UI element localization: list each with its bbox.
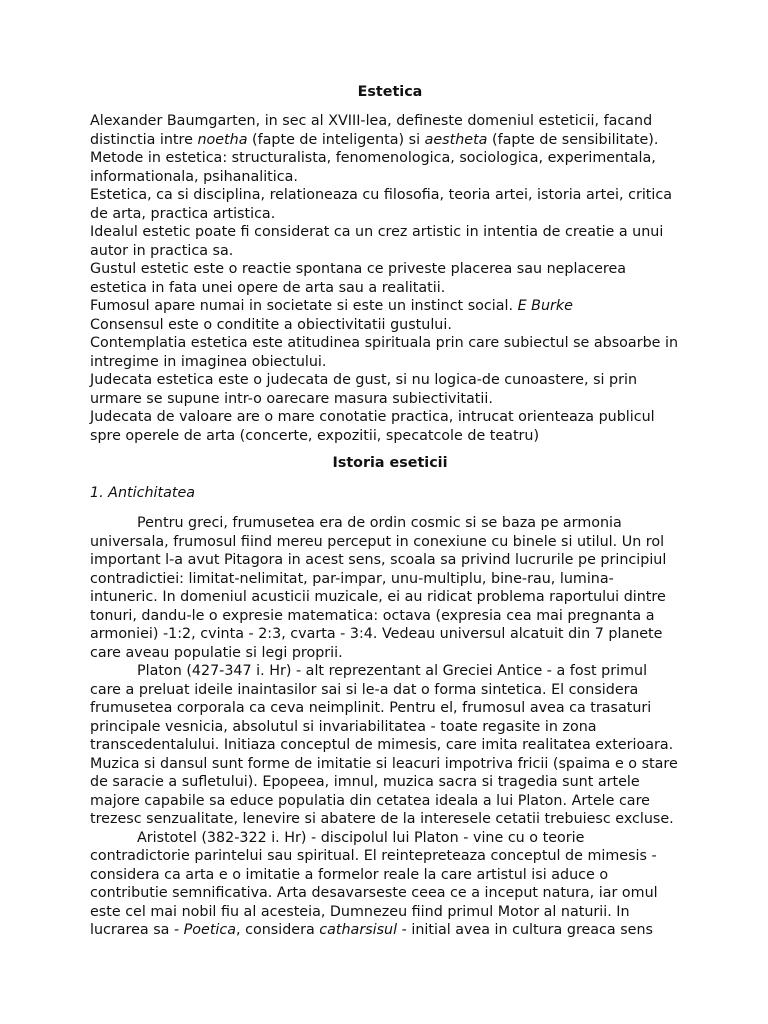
intro-line (90, 297, 690, 316)
text-run: contributie semnificativa. Arta desavarseste ceea ce a inceput natura, iar omul (90, 885, 658, 901)
text-run: Platon (427-347 i. Hr) - alt reprezentant al Greciei Antice - a fost primul (137, 663, 648, 679)
text-run: Metode in estetica: structuralista, fenomenologica, sociologica, experimentala, (90, 150, 656, 166)
body-line (90, 533, 690, 552)
intro-line (90, 260, 690, 279)
section-heading: Istoria eseticii (332, 455, 448, 471)
intro-line (90, 316, 690, 335)
text-run: contradictorie parintelui sau spiritual. El reintepreteaza conceptul de mimesis - (90, 848, 657, 864)
body-line (90, 625, 690, 644)
body-line (90, 903, 690, 922)
body-line (90, 718, 690, 737)
intro-line (90, 371, 690, 390)
text-run: considera ca arta e o imitatie a formelor reale la care artistul isi aduce o (90, 866, 609, 883)
text-run: autor in practica sa. (90, 242, 234, 259)
text-run: intregime in imaginea obiectului. (90, 353, 327, 370)
body-line (90, 866, 690, 885)
intro-line (90, 427, 690, 446)
italic-term: catharsisul (319, 922, 398, 938)
text-run: - initial avea in cultura greaca sens (397, 922, 653, 938)
text-run: Aristotel (382-322 i. Hr) - discipolul lui Platon - vine cu o teorie (137, 829, 585, 846)
text-run: Muzica si dansul sunt forme de imitatie si leacuri impotriva fricii (spaima e o stare (90, 755, 678, 772)
text-run: majore capabile sa educe populatia din cetatea ideala a lui Platon. Artele care (90, 792, 650, 809)
body-line (90, 792, 690, 811)
text-run: Pentru greci, frumusetea era de ordin cosmic si se baza pe armonia (137, 515, 622, 531)
italic-term: aestheta (424, 131, 488, 148)
text-run: urmare se supune intr-o oarecare masura subiectivitatii. (90, 390, 493, 407)
text-run: trezesc senzualitate, lenevire si abatere de la interesele cetatii trebuiesc excluse. (90, 811, 674, 827)
text-run: care aveau populatie si legi proprii. (90, 644, 343, 661)
intro-line (90, 353, 690, 372)
text-run: tonuri, dandu-le o expresie matematica: octava (expresia cea mai pregnanta a (90, 607, 655, 624)
body-line (90, 810, 690, 829)
body-line (90, 681, 690, 700)
text-run: frumusetea corporala ca ceva neimplinit. Pentru el, frumosul avea ca trasaturi (90, 700, 652, 716)
text-run: , considera (236, 922, 320, 938)
intro-line (90, 334, 690, 353)
text-run: distinctia intre (90, 131, 198, 148)
text-run: este cel mai nobil fiu al acesteia, Dumnezeu fiind primul Motor al naturii. In (90, 903, 630, 920)
intro-line (90, 279, 690, 298)
text-run: Contemplatia estetica este atitudinea spirituala prin care subiectul se absoarbe in (90, 335, 679, 351)
text-run: important l-a avut Pitagora in acest sens, scoala sa privind lucrurile pe principiul (90, 552, 667, 568)
intro-line (90, 131, 690, 150)
text-run: Alexander Baumgarten, in sec al XVIII-lea, defineste domeniul esteticii, facand (90, 113, 653, 129)
text-run: (fapte de sensibilitate). (487, 131, 659, 148)
body-line (90, 662, 690, 681)
body-line (90, 644, 690, 663)
body-line (90, 736, 690, 755)
body-line (90, 773, 690, 792)
text-run: lucrarea sa - (90, 922, 184, 938)
text-run: de saracie a sufletului). Epopeea, imnul, muzica sacra si tragedia sunt artele (90, 774, 640, 790)
text-run: Judecata de valoare are o mare conotatie practica, intrucat orienteaza publicul (90, 409, 655, 425)
text-run: care a preluat ideile inaintasilor sai si le-a dat o forma sintetica. El considera (90, 681, 639, 698)
body-line (90, 884, 690, 903)
body-line (90, 699, 690, 718)
intro-line (90, 408, 690, 427)
body-line (90, 755, 690, 774)
intro-line (90, 242, 690, 261)
body-line (90, 588, 690, 607)
body-line (90, 847, 690, 866)
italic-term: noetha (197, 131, 248, 148)
text-run: Judecata estetica este o judecata de gust, si nu logica-de cunoastere, si prin (90, 372, 638, 388)
text-run: Gustul estetic este o reactie spontana ce priveste placerea sau neplacerea (90, 261, 627, 277)
intro-line (90, 186, 690, 205)
text-run: armoniei) -1:2, cvinta - 2:3, cvarta - 3:4. Vedeau universul alcatuit din 7 planete (90, 626, 663, 642)
text-run: universala, frumosul fiind mereu perceput in conexiune cu binele si utilul. Un rol (90, 533, 665, 550)
text-run: spre operele de arta (concerte, expozitii, specatcole de teatru) (90, 427, 540, 444)
text-run: Idealul estetic poate fi considerat ca un crez artistic in intentia de creatie a unui (90, 224, 664, 240)
body-line (90, 551, 690, 570)
text-run: principale vesnicia, absolutul si invariabilitatea - toate regasite in zona (90, 718, 597, 735)
intro-line (90, 223, 690, 242)
body-line (90, 829, 690, 848)
intro-line (90, 149, 690, 168)
body-line (90, 514, 690, 533)
italic-term: E Burke (517, 298, 573, 314)
text-run: contradictiei: limitat-nelimitat, par-impar, unu-multiplu, bine-rau, lumina- (90, 570, 614, 587)
body-line (90, 921, 690, 940)
text-run: transcedentalului. Initiaza conceptul de mimesis, care imita realitatea exterioara. (90, 737, 674, 753)
body-line (90, 607, 690, 626)
text-run: (fapte de inteligenta) si (247, 131, 425, 148)
intro-line (90, 112, 690, 131)
text-run: intuneric. In domeniul acusticii muzicale, ei au ridicat problema raportului dintre (90, 589, 666, 605)
text-run: informationala, psihanalitica. (90, 168, 298, 185)
intro-paragraphs (90, 112, 690, 445)
text-run: de arta, practica artistica. (90, 205, 276, 222)
intro-line (90, 390, 690, 409)
body-paragraphs (90, 514, 690, 940)
text-run: Fumosul apare numai in societate si este un instinct social. (90, 298, 518, 314)
intro-line (90, 205, 690, 224)
body-line (90, 570, 690, 589)
italic-term: Poetica (183, 922, 237, 938)
intro-line (90, 168, 690, 187)
text-run: estetica in fata unei opere de arta sau a realitatii. (90, 279, 446, 296)
text-run: Estetica, ca si disciplina, relationeaza cu filosofia, teoria artei, istoria artei, critica (90, 187, 672, 203)
page-title: Estetica (357, 84, 423, 100)
subsection-heading: 1. Antichitatea (90, 485, 196, 501)
text-run: Consensul este o conditite a obiectivitatii gustului. (90, 316, 452, 333)
